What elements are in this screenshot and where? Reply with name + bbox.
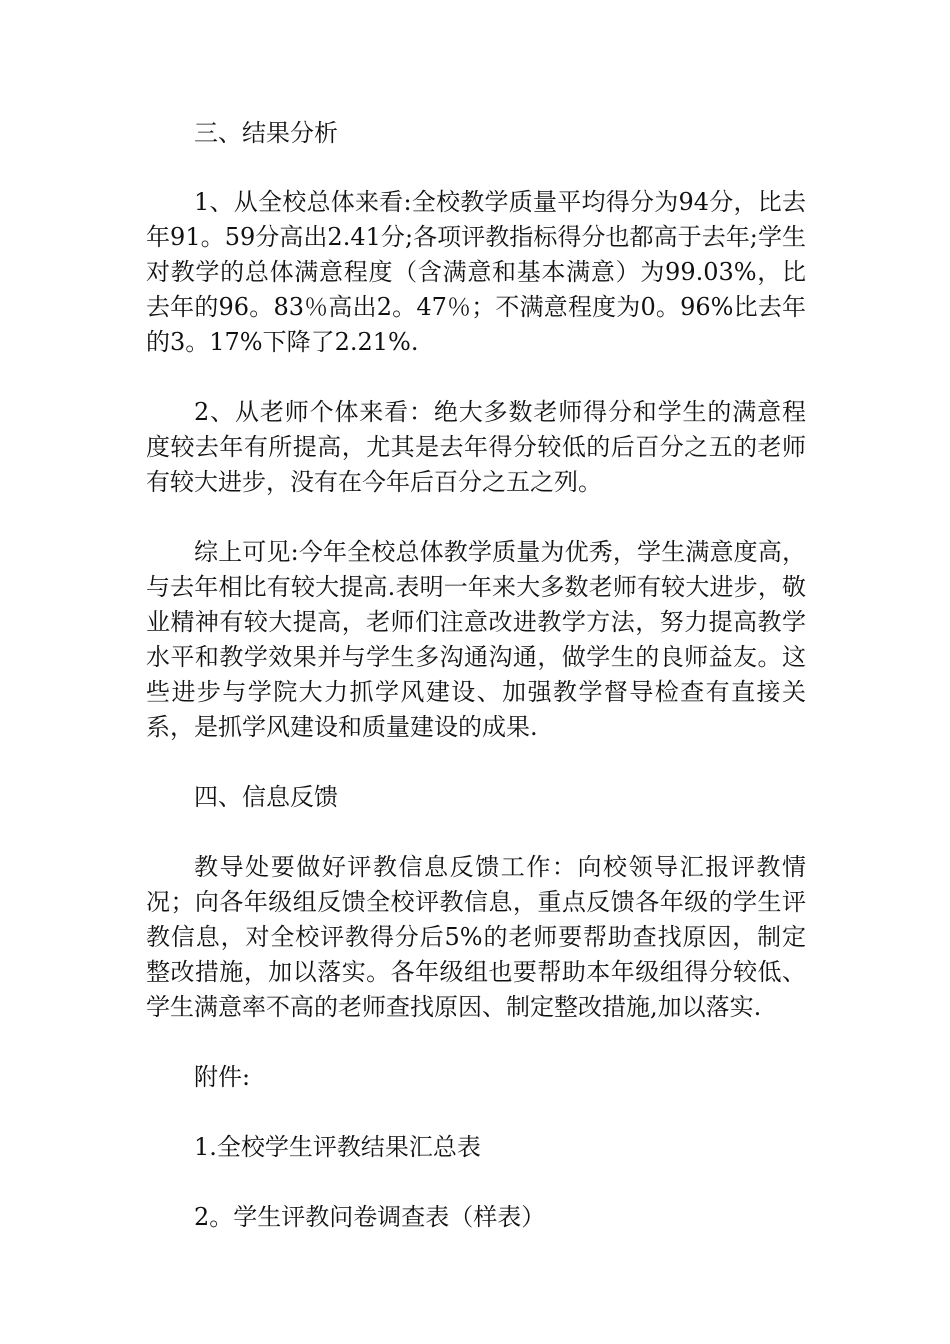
section-heading-feedback: 四、信息反馈 <box>194 783 338 811</box>
attachment-item-1: 1.全校学生评教结果汇总表 <box>194 1133 481 1161</box>
document-page <box>146 116 806 1235</box>
spacer <box>146 1165 806 1200</box>
paragraph-overall-school: 1、从全校总体来看:全校教学质量平均得分为94分，比去年91。59分高出2.41分;各项评教指标得分也都高于去年;学生对教学的总体满意程度（含满意和基本满意）为99.03%，比去年的96。83％高出2。47％；不满意程度为0。96%比去年的3。17%下降了2.21%. <box>146 188 806 356</box>
attachments-label: 附件: <box>194 1063 251 1091</box>
spacer <box>146 360 806 395</box>
paragraph-teacher-individual: 2、从老师个体来看：绝大多数老师得分和学生的满意程度较去年有所提高，尤其是去年得分较低的后百分之五的老师有较大进步，没有在今年后百分之五之列。 <box>146 398 806 496</box>
spacer <box>146 151 806 185</box>
spacer <box>146 815 806 850</box>
attachment-item-2: 2。学生评教问卷调查表（样表） <box>194 1203 546 1231</box>
paragraph-feedback-work: 教导处要做好评教信息反馈工作：向校领导汇报评教情况；向各年级组反馈全校评教信息，重点反馈各年级的学生评教信息，对全校评教得分后5%的老师要帮助查找原因，制定整改措施，加以落实。各年级组也要帮助本年级组得分较低、学生满意率不高的老师查找原因、制定整改措施,加以落实. <box>146 853 806 1021</box>
paragraph-summary: 综上可见:今年全校总体教学质量为优秀，学生满意度高，与去年相比有较大提高.表明一年来大多数老师有较大进步，敬业精神有较大提高，老师们注意改进教学方法，努力提高教学水平和教学效果并与学生多沟通沟通，做学生的良师益友。这些进步与学院大力抓学风建设、加强教学督导检查有直接关系，是抓学风建设和质量建设的成果. <box>146 538 806 741</box>
section-heading-results-analysis: 三、结果分析 <box>194 119 338 147</box>
spacer <box>146 1025 806 1060</box>
spacer <box>146 745 806 780</box>
spacer <box>146 500 806 535</box>
spacer <box>146 1095 806 1130</box>
